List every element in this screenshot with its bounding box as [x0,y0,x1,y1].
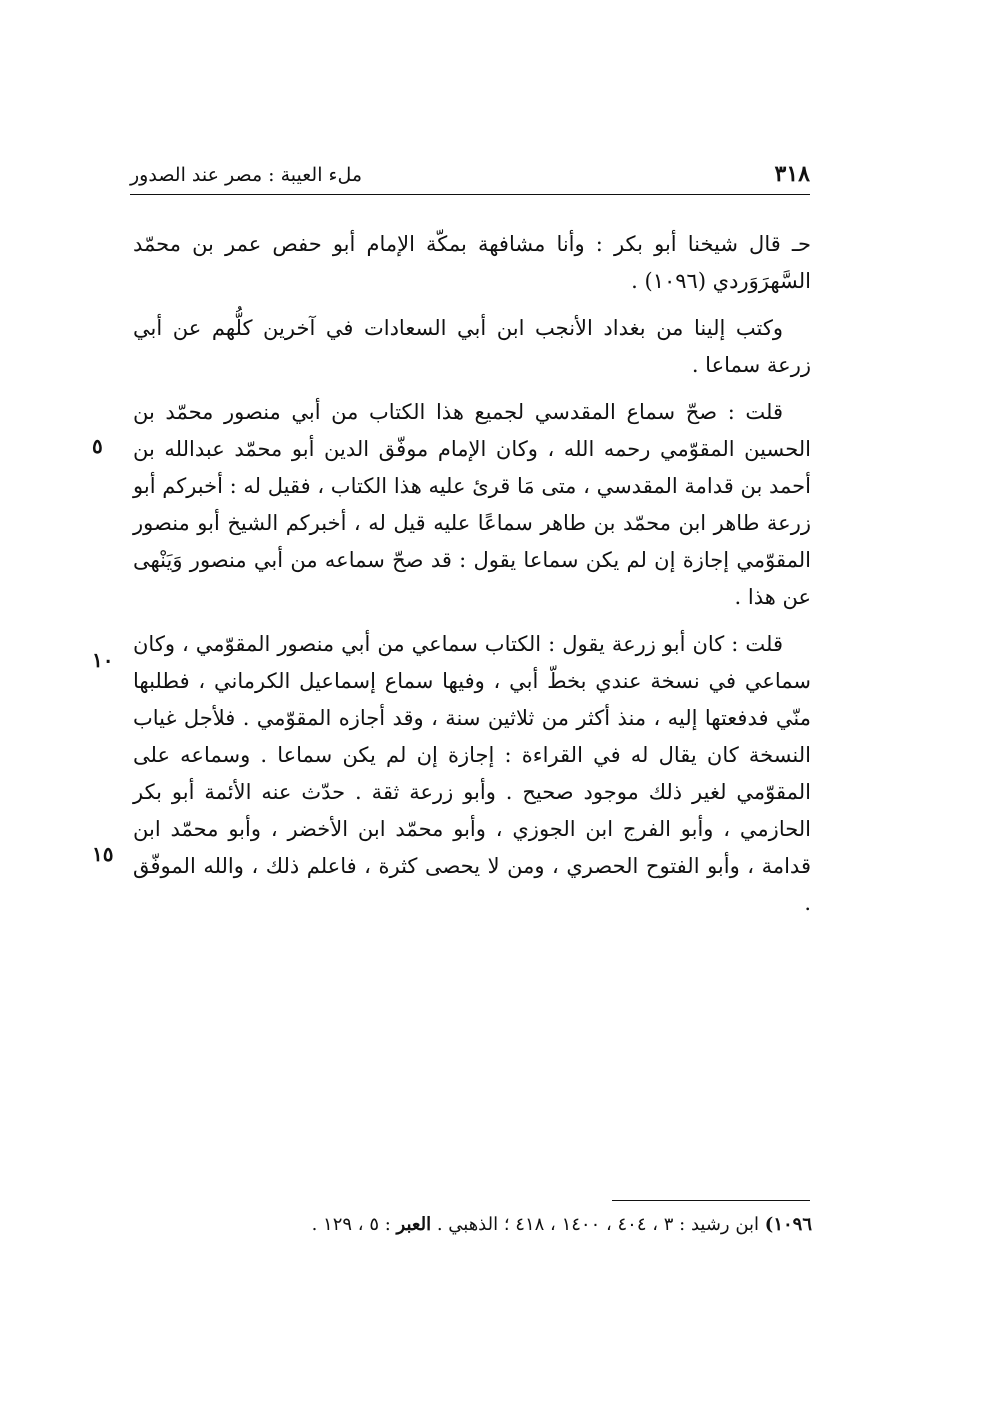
line-number-marker: ١٥ [92,842,114,866]
footnote-text-end: : ٥ ، ١٢٩ . [311,1214,391,1235]
footnote-source: العبر [396,1214,432,1235]
page-header [130,158,810,194]
paragraph: وكتب إلينا من بغداد الأنجب ابن أبي السعادات في آخرين كلُّهم عن أبي زرعة سماعا . [133,316,811,377]
footnote-divider [612,1200,810,1201]
line-number-marker: ١٠ [92,648,114,672]
paragraph: حـ قال شيخنا أبو بكر : وأنا مشافهة بمكّة الإمام أبو حفص عمر بن محمّد السَّهرَوَردي (١٠٩٦) . [133,232,811,293]
main-text [133,226,811,932]
paragraph: قلت : صحّ سماع المقدسي لجميع هذا الكتاب من أبي منصور محمّد بن الحسين المقوّمي رحمه الله ، وكان الإمام موفّق الدين أبو محمّد عبدالله بن أحمد بن قدامة المقدسي ، متى مَا قرئ عليه هذا الكتاب ، فقيل له : أخبركم أبو زرعة طاهر ابن محمّد بن طاهر سماعًا عليه قيل له ، أخبركم الشيخ أبو منصور المقوّمي إجازة إن لم يكن سماعا يقول : قد صحّ سماعه من أبي منصور وَيَنْهى عن هذا . [133,400,811,609]
running-title: ملء العيبة : مصر عند الصدور [130,164,363,186]
line-number-marker: ٥ [92,434,103,458]
footnote [200,1210,812,1240]
footnote-text: ابن رشيد : ٣ ، ٤٠٤ ، ١٤٠٠ ، ٤١٨ ؛ الذهبي . [436,1214,760,1235]
header-divider [130,194,810,195]
paragraph: قلت : كان أبو زرعة يقول : الكتاب سماعي من أبي منصور المقوّمي ، وكان سماعي في نسخة عندي بخطّ أبي ، وفيها سماع إسماعيل الكرماني ، فطلبها منّي فدفعتها إليه ، منذ أكثر من ثلاثين سنة ، وقد أجازه المقوّمي . فلأجل غياب النسخة كان يقال له في القراءة : إجازة إن لم يكن سماعا . وسماعه على المقوّمي لغير ذلك موجود صحيح . وأبو زرعة ثقة . حدّث عنه الأئمة أبو بكر الحازمي ، وأبو الفرج ابن الجوزي ، وأبو محمّد ابن الأخضر ، وأبو محمّد ابن قدامة ، وأبو الفتوح الحصري ، ومن لا يحصى كثرة ، فاعلم ذلك ، والله الموفّق . [133,632,811,915]
page-number: ٣١٨ [774,161,810,187]
footnote-number: ١٠٩٦) [764,1214,812,1235]
